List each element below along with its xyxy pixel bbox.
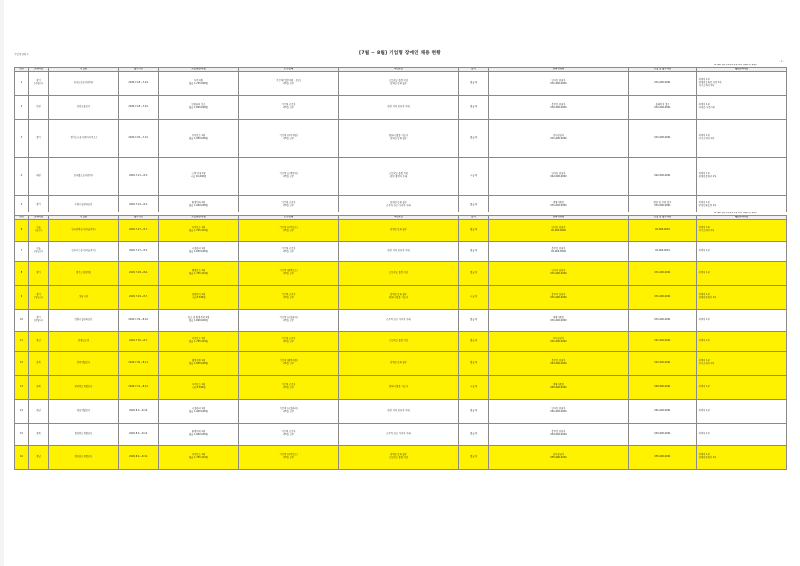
cell-company: 수원시설관리공단 (49, 195, 119, 215)
cell-region: 경기 (안양시) (29, 309, 49, 331)
cell-docs: 방문 및 우편 접수 031-000-0001 (629, 195, 697, 215)
cell-job: 안전관리 보조 월급 1,800,000원 (159, 95, 239, 119)
cell-worktype: 기간제 근로자 주5일 근무 (239, 95, 339, 119)
table-row (15, 261, 787, 285)
cell-job: 사무보조 1명 월급 1,795,310원 (159, 445, 239, 469)
cell-docs: 061-000-0001 (629, 399, 697, 423)
cell-job: 사무보조 1명 월급 1,850,000원 (159, 119, 239, 157)
cell-region: 경기 (수원시) (29, 71, 49, 95)
cell-no: 2 (15, 95, 29, 119)
cell-pay: 시급제 (459, 157, 489, 195)
cell-contact: 경영지원팀 063-000-0000 (489, 375, 629, 399)
cell-note: ·이력서 1부 ·자격증 사본 1부 (697, 95, 787, 119)
table-row (15, 445, 787, 469)
cell-period: 2020.8.4.~8.14. (119, 445, 159, 469)
cell-no: 9 (15, 285, 29, 309)
column-header: 소재지역 (29, 67, 49, 71)
cell-pay: 시급제 (459, 375, 489, 399)
cell-req: 컴퓨터 활용 가능자 장애인 등록 필수 (339, 119, 459, 157)
cell-contact: 인사팀 담당자 031-000-0000 (489, 71, 629, 95)
cell-no: 4 (15, 157, 29, 195)
cell-note: ·이력서 1부 ·자기소개서 1부 (697, 119, 787, 157)
cell-pay: 월급제 (459, 195, 489, 215)
cell-req: 근무지 인근 거주자 우대 (339, 423, 459, 445)
column-header: 모집 및 접수서류 (629, 67, 697, 71)
cell-req: 장애인 등록 필수 (339, 219, 459, 241)
table-2-body (15, 219, 787, 469)
cell-region: 경북 (29, 423, 49, 445)
cell-worktype: 기간제 (사무보조) 주5일 근무 (239, 219, 339, 241)
cell-pay: 월급제 (459, 399, 489, 423)
cell-note: ·이력서 1부 (697, 241, 787, 261)
cell-worktype: 기간제 근로자 주5일 근무 (239, 375, 339, 399)
column-header: 모집직종/인원 (159, 215, 239, 219)
column-header: 모집 및 접수서류 (629, 215, 697, 219)
cell-pay: 월급제 (459, 219, 489, 241)
recruitment-table-1 (14, 64, 787, 216)
cell-docs: 043-000-0001 (629, 351, 697, 375)
cell-contact: 인사과 담당자 031-000-0000 (489, 261, 629, 285)
cell-note: ·이력서 1부 (697, 261, 787, 285)
cell-no: 6 (15, 219, 29, 241)
cell-worktype: 기간제 (시설관리) 주5일 근무 (239, 309, 339, 331)
cell-docs: 031-000-0001 (629, 261, 697, 285)
cell-period: 2020.8.3.~8.14. (119, 399, 159, 423)
table-1-body (15, 71, 787, 215)
cell-docs: 02-000-0001 (629, 241, 697, 261)
cell-req: 고등학교 졸업 이상 (339, 261, 459, 285)
cell-docs: 042-000-0001 (629, 157, 697, 195)
cell-pay: 월급제 (459, 445, 489, 469)
cell-pay: 월급제 (459, 95, 489, 119)
cell-contact: 경영지원팀 031-000-0000 (489, 309, 629, 331)
cell-job: 민원안내 1명 시급 8,590원 (159, 285, 239, 309)
cell-req: 고등학교 졸업 이상 관련 경력자 우대 (339, 157, 459, 195)
column-header: 자격요건 (339, 215, 459, 219)
cell-req: 관련 자격 보유자 우대 (339, 241, 459, 261)
table-row (15, 119, 787, 157)
cell-contact: 총무팀 담당자 043-000-0000 (489, 351, 629, 375)
table-row (15, 423, 787, 445)
cell-region: 경기 (29, 261, 49, 285)
cell-worktype: 기간제 (사무지원) 주5일 근무 (239, 119, 339, 157)
cell-docs: 031-000-0001 (629, 309, 697, 331)
cell-docs: 031-000-0001 (629, 71, 697, 95)
cell-region: 경기 (29, 195, 49, 215)
cell-region: 충북 (29, 351, 49, 375)
cell-contact: 인사팀 담당자 02-000-0000 (489, 219, 629, 241)
table-1-group-note: ※ 채용 접수 (공지사항에 따라 지원요건 등록) (15, 64, 787, 67)
cell-company: 한국가스공사(서울지사) (49, 241, 119, 261)
cell-req: 관련 자격 보유자 우대 (339, 399, 459, 423)
cell-company: 충북개발공사 (49, 351, 119, 375)
table-row (15, 399, 787, 423)
cell-worktype: 기간제 근로자 주5일 근무 (239, 331, 339, 351)
column-header: 자격요건 (339, 67, 459, 71)
cell-docs: 031-000-0001 (629, 119, 697, 157)
column-header: 접수기간 (119, 67, 159, 71)
cell-region: 충남 (29, 331, 49, 351)
cell-job: 청소 및 환경정리 2명 월급 1,800,000원 (159, 309, 239, 331)
cell-docs: 홈페이지 접수 032-000-0001 (629, 95, 697, 119)
cell-worktype: 기간제 근로자 주5일 근무 (239, 285, 339, 309)
cell-note: ·이력서 1부 ·장애인증명서 1부 (697, 285, 787, 309)
recruitment-table-2 (14, 212, 787, 470)
cell-period: 2020.7.30.~8.7. (119, 331, 159, 351)
cell-worktype: 기간제 근로자 주5일 근무 (239, 241, 339, 261)
cell-req: 관련 자격 보유자 우대 (339, 95, 459, 119)
cell-docs: 054-000-0001 (629, 423, 697, 445)
cell-req: 근무지 인근 거주자 우대 (339, 309, 459, 331)
table-row (15, 309, 787, 331)
cell-job: 환경미화 2명 월급 1,900,000원 (159, 195, 239, 215)
cell-worktype: 기간제 (행정보조) 주5일 근무 (239, 261, 339, 285)
cell-no: 8 (15, 261, 29, 285)
cell-worktype: 기간제 (시설관리) 주5일 근무 (239, 399, 339, 423)
cell-no: 12 (15, 351, 29, 375)
table-row (15, 219, 787, 241)
column-header: 기업명 (49, 215, 119, 219)
column-header: 급여 (459, 67, 489, 71)
cell-worktype: 기간제 (사무보조) 주5일 근무 (239, 445, 339, 469)
cell-note: ·이력서 1부 ·장애인증명서 1부 (697, 445, 787, 469)
cell-job: 사무보조 1명 월급 1,795,310원 (159, 219, 239, 241)
page-label: 기업체 현황 1 (14, 53, 29, 56)
cell-no: 7 (15, 241, 29, 261)
column-header: 연번 (15, 215, 29, 219)
column-header: 채용문의사항 (697, 215, 787, 219)
cell-job: 사무보조 1명 시급 8,590원 (159, 375, 239, 399)
cell-pay: 월급제 (459, 119, 489, 157)
cell-company: 성남시청 (49, 285, 119, 309)
cell-no: 13 (15, 375, 29, 399)
cell-company: 인천교통공사 (49, 95, 119, 119)
cell-no: 10 (15, 309, 29, 331)
column-header: 모집직종/인원 (159, 67, 239, 71)
cell-pay: 월급제 (459, 261, 489, 285)
cell-region: 전북 (29, 375, 49, 399)
cell-region: 전남 (29, 399, 49, 423)
table-row (15, 375, 787, 399)
cell-note: ·이력서 1부 (697, 309, 787, 331)
column-header: 문의연락처 (489, 67, 629, 71)
table-row (15, 351, 787, 375)
cell-region: 대전 (29, 157, 49, 195)
cell-region: 서울 (중구) (29, 219, 49, 241)
table-row (15, 331, 787, 351)
cell-docs: 055-000-0001 (629, 445, 697, 469)
cell-period: 2020.7.27.~8.5. (119, 241, 159, 261)
cell-no: 16 (15, 445, 29, 469)
cell-docs: 063-000-0001 (629, 375, 697, 399)
cell-period: 2020.7.29.~8.10. (119, 309, 159, 331)
cell-req: 장애인 등록 필수 (339, 351, 459, 375)
cell-no: 14 (15, 399, 29, 423)
column-header: 기업명 (49, 67, 119, 71)
cell-no: 15 (15, 423, 29, 445)
cell-req: 고등학교 졸업 이상 (339, 331, 459, 351)
cell-period: 2020.7.30.~8.11. (119, 351, 159, 375)
cell-req: 컴퓨터 활용 가능자 (339, 375, 459, 399)
cell-note: ·이력서 1부 (697, 375, 787, 399)
cell-note: ·이력서 1부 (697, 399, 787, 423)
cell-no: 5 (15, 195, 29, 215)
cell-company: 경상북도개발공사 (49, 423, 119, 445)
cell-region: 경기 (29, 119, 49, 157)
cell-company: 한국철도공사(본사) (49, 157, 119, 195)
cell-company: 경기도시공사(본사사무소) (49, 119, 119, 157)
cell-no: 1 (15, 71, 29, 95)
cell-req: 장애인 등록 필수 고등학교 졸업 이상 (339, 445, 459, 469)
table-row (15, 95, 787, 119)
cell-company: 한국도로공사(본부) (49, 71, 119, 95)
cell-pay: 월급제 (459, 309, 489, 331)
column-header: 연번 (15, 67, 29, 71)
cell-contact: 인사담당자 055-000-0000 (489, 445, 629, 469)
cell-note: ·이력서 1부 ·자기소개서 1부 (697, 351, 787, 375)
cell-region: 서울 (강남구) (29, 241, 49, 261)
cell-period: 2020.7.31.~8.12. (119, 375, 159, 399)
cell-company: 전라북도개발공사 (49, 375, 119, 399)
cell-contact: 총무팀 담당자 054-000-0000 (489, 423, 629, 445)
cell-worktype: 기간제 (고객안내) 주5일 근무 (239, 157, 339, 195)
cell-note: ·이력서 1부 ·장애인등록증 사본 1부 ·자기소개서 1부 (697, 71, 787, 95)
cell-note: ·이력서 1부 ·장애인증명서 1부 (697, 157, 787, 195)
cell-job: 사무지원 월급 1,705,000원 (159, 71, 239, 95)
cell-req: 장애인 등록 필수 컴퓨터 활용 가능자 (339, 285, 459, 309)
cell-contact: 총무과 담당자 031-000-0000 (489, 285, 629, 309)
cell-period: 2020.7.28.~8.6. (119, 261, 159, 285)
cell-contact: 인사팀 담당자 042-000-0000 (489, 157, 629, 195)
cell-period: 2020.7.20.~7.31. (119, 119, 159, 157)
cell-period: 2020.7.18.~7.24. (119, 71, 159, 95)
cell-region: 경기 (성남시) (29, 285, 49, 309)
cell-region: 인천 (29, 95, 49, 119)
cell-note: ·이력서 1부 (697, 331, 787, 351)
cell-contact: 경영지원팀 031-000-0000 (489, 195, 629, 215)
cell-company: 충청남도청 (49, 331, 119, 351)
cell-contact: 총무팀 담당자 02-000-0000 (489, 241, 629, 261)
cell-worktype: 기간제 근로자 주5일 근무 (239, 423, 339, 445)
table-row (15, 285, 787, 309)
column-header: 급여 (459, 215, 489, 219)
cell-worktype: 기간제 (업무지원 · 보조) 주5일 근무 (239, 71, 339, 95)
page-title: [7월 ~ 8월] 기업형 장애인 채용 현황 (359, 51, 441, 56)
cell-contact: 인사담당자 031-000-0000 (489, 119, 629, 157)
cell-period: 2020.8.3.~8.14. (119, 423, 159, 445)
cell-note: ·이력서 1부 ·주민등록등본 1부 (697, 195, 787, 215)
cell-job: 고객 안내 1명 시급 10,000원 (159, 157, 239, 195)
table-2-group-note: ※ 채용 접수 (공지사항에 따라 지원요건 등록) (15, 212, 787, 215)
cell-contact: 총무팀 담당자 032-000-0000 (489, 95, 629, 119)
cell-job: 시설관리 1명 월급 1,900,000원 (159, 399, 239, 423)
cell-region: 경남 (29, 445, 49, 469)
cell-pay: 월급제 (459, 241, 489, 261)
cell-req: 고등학교 졸업 이상 장애인 등록 필수 (339, 71, 459, 95)
cell-company: 경상남도개발공사 (49, 445, 119, 469)
cell-job: 행정보조 2명 월급 1,795,310원 (159, 261, 239, 285)
cell-no: 11 (15, 331, 29, 351)
table-row (15, 71, 787, 95)
cell-contact: 인사팀 담당자 061-000-0000 (489, 399, 629, 423)
cell-company: 전남개발공사 (49, 399, 119, 423)
column-header: 채용문의사항 (697, 67, 787, 71)
column-header: 소재지역 (29, 215, 49, 219)
cell-pay: 월급제 (459, 351, 489, 375)
cell-job: 환경미화 1명 월급 1,800,000원 (159, 423, 239, 445)
cell-docs: 041-000-0001 (629, 331, 697, 351)
cell-worktype: 기간제 근로자 주5일 근무 (239, 195, 339, 215)
cell-period: 2020.7.21.~8.3. (119, 157, 159, 195)
cell-no: 3 (15, 119, 29, 157)
cell-period: 2020.7.18.~7.22. (119, 95, 159, 119)
cell-job: 시설관리 1명 월급 1,850,000원 (159, 241, 239, 261)
column-header: 근무형태 (239, 215, 339, 219)
cell-company: 한국전력공사(서울본부) (49, 219, 119, 241)
cell-company: 안양시설관리공단 (49, 309, 119, 331)
scan-edge (0, 0, 4, 566)
cell-pay: 월급제 (459, 331, 489, 351)
cell-worktype: 기간제 (행정지원) 주5일 근무 (239, 351, 339, 375)
cell-company: 경기도청(본청) (49, 261, 119, 285)
column-header: 문의연락처 (489, 215, 629, 219)
cell-docs: 031-000-0001 (629, 285, 697, 309)
table-row (15, 157, 787, 195)
cell-job: 사무보조 1명 월급 1,795,310원 (159, 331, 239, 351)
cell-req: 장애인 등록 필수 근무지 인근 거주자 우대 (339, 195, 459, 215)
cell-period: 2020.7.29.~8.7. (119, 285, 159, 309)
column-header: 접수기간 (119, 215, 159, 219)
table-row (15, 241, 787, 261)
cell-contact: 인사담당자 041-000-0000 (489, 331, 629, 351)
cell-period: 2020.7.24.~8.4. (119, 195, 159, 215)
cell-job: 행정지원 1명 월급 1,850,000원 (159, 351, 239, 375)
column-header: 근무형태 (239, 67, 339, 71)
cell-note: ·이력서 1부 (697, 423, 787, 445)
cell-docs: 02-000-0001 (629, 219, 697, 241)
cell-period: 2020.7.27.~8.7. (119, 219, 159, 241)
cell-pay: 시급제 (459, 285, 489, 309)
cell-note: ·이력서 1부 ·자기소개서 1부 (697, 219, 787, 241)
page-number: - 1 - (779, 60, 784, 63)
cell-pay: 월급제 (459, 423, 489, 445)
cell-pay: 월급제 (459, 71, 489, 95)
